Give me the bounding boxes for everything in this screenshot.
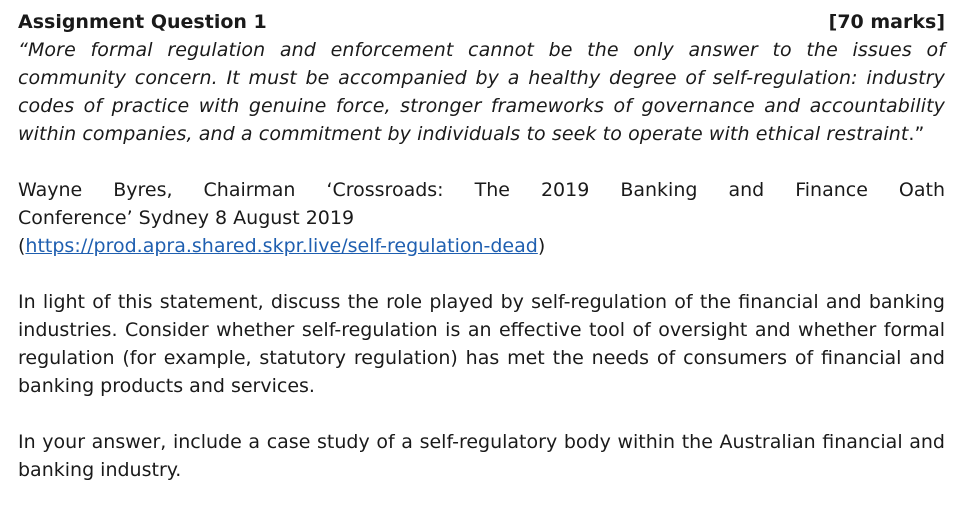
spacer (18, 400, 945, 428)
instruction-paragraph-2: In your answer, include a case study of a self-regulatory body within the Australian financial and banking industry. (18, 431, 945, 481)
question-marks: [70 marks] (828, 11, 945, 33)
quote-block (18, 36, 945, 148)
spacer (18, 148, 945, 176)
link-close-paren: ) (537, 235, 546, 257)
attribution-link-line (18, 232, 945, 260)
question-title: Assignment Question 1 (18, 11, 267, 33)
instruction-paragraph-1: In light of this statement, discuss the role played by self-regulation of the financial and banking industries. Consider whether self-regulation is an effective tool of oversight and whether formal regulation (for example, statutory regulation) has met the needs of consumers of financial and banking products and services. (18, 291, 945, 397)
quote-text: “More formal regulation and enforcement cannot be the only answer to the issues of community concern. It must be accompanied by a healthy degree of self-regulation: industry codes of practice with genuine force, stronger frameworks of governance and accountability within companies, and a commitment by individuals to seek to operate with ethical restraint (18, 39, 945, 145)
source-link[interactable]: https://prod.apra.shared.skpr.live/self-regulation-dead (25, 235, 538, 257)
question-header (18, 8, 945, 36)
attribution-block (18, 176, 945, 260)
attribution-line-1: Wayne Byres, Chairman ‘Crossroads: The 2019 Banking and Finance Oath (18, 179, 945, 201)
assignment-document (18, 8, 945, 484)
link-open-paren: ( (18, 235, 26, 257)
quote-end: .” (908, 123, 925, 145)
spacer (18, 260, 945, 288)
attribution-line-2: Conference’ Sydney 8 August 2019 (18, 207, 355, 229)
